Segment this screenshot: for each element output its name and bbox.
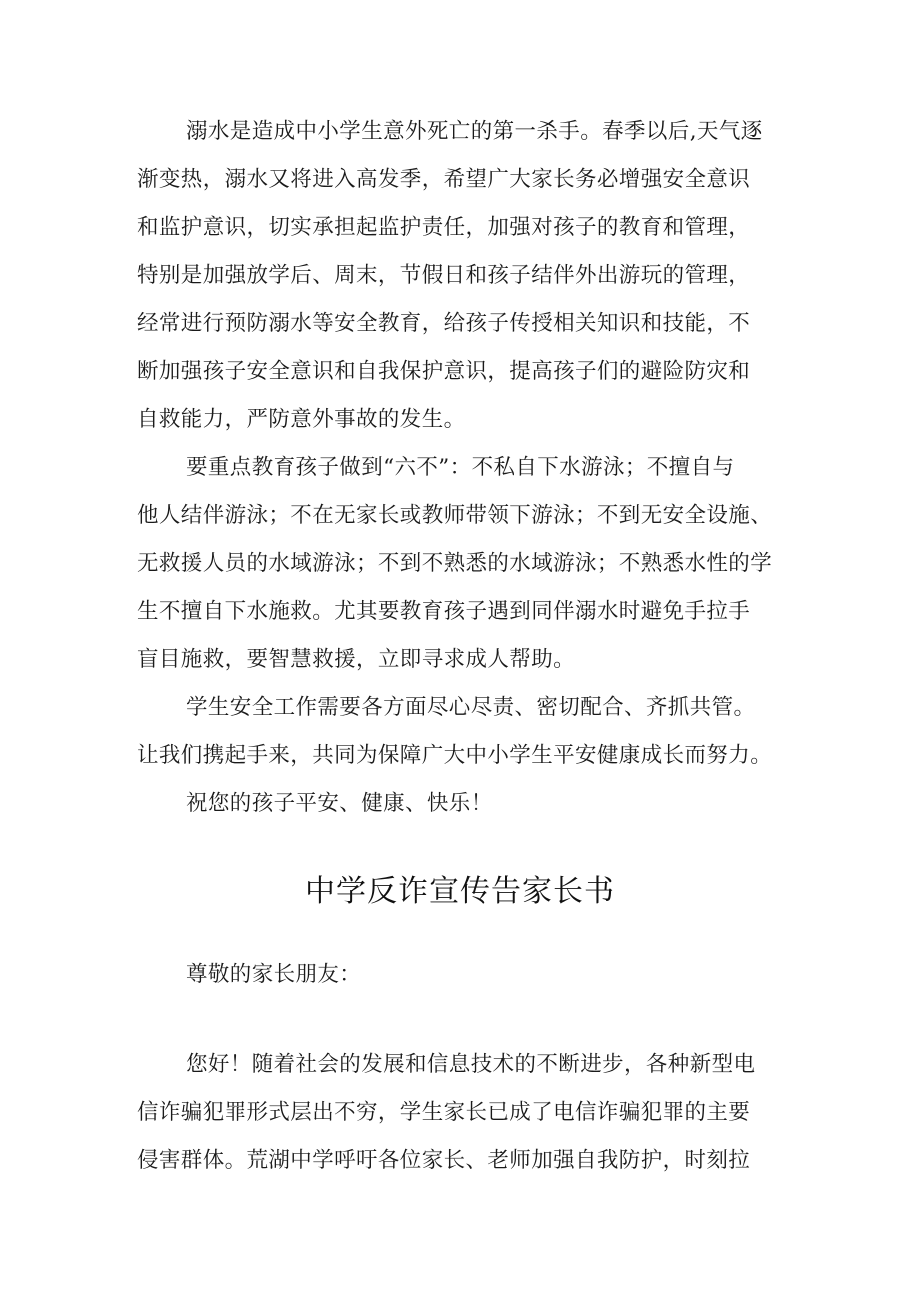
paragraph-1-line-2: 渐变热，溺水又将进入高发季，希望广大家长务必增强安全意识: [137, 167, 751, 192]
paragraph-1-line-5: 经常进行预防溺水等安全教育，给孩子传授相关知识和技能，不: [137, 311, 751, 336]
paragraph-1-line-3: 和监护意识，切实承担起监护责任，加强对孩子的教育和管理，: [137, 215, 751, 240]
closing-wish: 祝您的孩子平安、健康、快乐！: [186, 791, 493, 816]
body-paragraph-line-3: 侵害群体。荒湖中学呼吁各位家长、老师加强自我防护，时刻拉: [137, 1148, 751, 1173]
salutation: 尊敬的家长朋友：: [186, 962, 362, 987]
paragraph-2-line-5: 盲目施救，要智慧救援，立即寻求成人帮助。: [137, 647, 576, 672]
body-paragraph-line-1: 您好！随着社会的发展和信息技术的不断进步，各种新型电: [186, 1052, 756, 1077]
paragraph-2-line-2: 他人结伴游泳；不在无家长或教师带领下游泳；不到无安全设施、: [137, 503, 773, 528]
section-title: 中学反诈宣传告家长书: [305, 874, 615, 909]
paragraph-1-line-7: 自救能力，严防意外事故的发生。: [137, 407, 466, 432]
paragraph-2-line-1: 要重点教育孩子做到“六不”：不私自下水游泳；不擅自与: [186, 455, 735, 480]
paragraph-1-line-1: 溺水是造成中小学生意外死亡的第一杀手。春季以后,天气逐: [186, 119, 763, 144]
paragraph-3-line-1: 学生安全工作需要各方面尽心尽责、密切配合、齐抓共管。: [186, 695, 756, 720]
paragraph-1-line-4: 特别是加强放学后、周末，节假日和孩子结伴外出游玩的管理，: [137, 263, 751, 288]
body-paragraph-line-2: 信诈骗犯罪形式层出不穷，学生家长已成了电信诈骗犯罪的主要: [137, 1100, 751, 1125]
paragraph-2-line-4: 生不擅自下水施救。尤其要教育孩子遇到同伴溺水时避免手拉手: [137, 599, 751, 624]
paragraph-2-line-3: 无救援人员的水域游泳；不到不熟悉的水域游泳；不熟悉水性的学: [137, 551, 773, 576]
paragraph-3-line-2: 让我们携起手来，共同为保障广大中小学生平安健康成长而努力。: [137, 743, 773, 768]
paragraph-1-line-6: 断加强孩子安全意识和自我保护意识，提高孩子们的避险防灾和: [137, 359, 751, 384]
